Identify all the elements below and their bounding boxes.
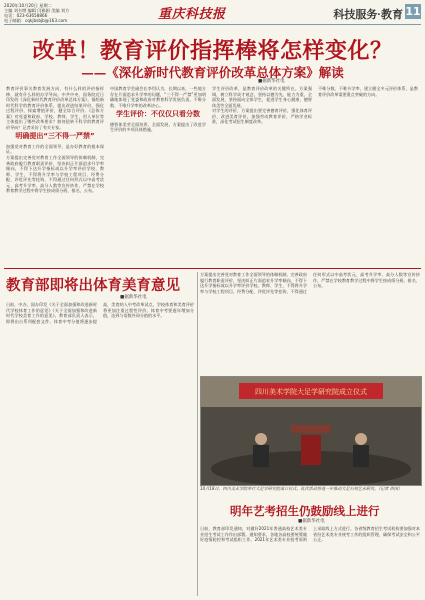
article-two-continued: 方案提出完善党对教育工作全面领导的体制机制，完善政府履行教育职责评价，坚决纠正片面追求升学率倾向，不得下达升学指标或以升学率评价学校、教师、学生，不得将升学率与学校工程项目、经费分配、评优评先等挂钩，不得通过任何形式以中高考状元、高考升学率、高分人数等宣传炒作，严禁在学校教育教学过程中将学生按成绩分班、排名、公布。 — [200, 272, 420, 294]
section-title: 科技服务·教育 — [333, 9, 403, 21]
main-paragraph-2: 方案提出完善党对教育工作全面领导的体制机制，完善政府履行教育职责评价，坚决纠正片面追求升学率倾向，不得下达升学指标或以升学率评价学校、教师、学生，不得将升学率与学校工程项目、经费分配、评优评先等挂钩，不得通过任何形式以中高考状元、高考升学率、高分人数等宣传炒作，严禁在学校教育教学过程中将学生按成绩分班、排名、公布。 — [6, 155, 104, 194]
email-line: 电子邮箱：cqkjbsbjb@163.com — [4, 18, 68, 23]
article-three-headline: 明年艺考招生仍鼓励线上进行 — [230, 504, 380, 518]
main-subtitle-1: 明确提出“三不得一严禁” — [15, 132, 95, 141]
main-paragraph-4: 德智体美劳全面培养、全面发展，方案提出了改进学生评价的多项具体措施。 — [110, 121, 206, 133]
header-rule — [4, 24, 421, 25]
section-divider — [4, 268, 421, 269]
article-two-byline: ■据新华社电 — [120, 295, 147, 300]
main-article-column-4 — [318, 86, 418, 264]
main-headline: 改革！教育评价指挥棒将怎样变化？ — [32, 38, 393, 64]
main-paragraph-7: 不唯分数、不唯升学率，建立健全多元评价体系，是教育评价改革需要重点突破的方向。 — [318, 86, 418, 97]
photo-credit: （记者 供图） — [378, 486, 403, 491]
article-three-body: 日前，教育部印发通知，对做好2021年普通高校艺术类专业招生考试工作作出部署。通知要求，各地各高校要统筹做好疫情防控和考试组织工作，2021年艺术类专业校考原则上采取线上方式进行。各省级教育招生考试机构要加强对本省份艺术类专业统考工作的组织管理，确保考试安全和公平公正。 — [200, 526, 420, 543]
main-subtitle-2: 学生评价：不仅仅只看分数 — [116, 110, 200, 119]
page-number: 11 — [405, 5, 421, 18]
main-article-column-1 — [6, 86, 104, 264]
main-paragraph-3: 中国教育学会副会长李烈认为，长期以来，一些地方存在片面追求升学率的问题，“三不得一严禁”更加明确地体现了党委和政府对教育科学发展负责，不唯分数、不唯升学率的改革决心。 — [110, 86, 206, 108]
article-two-headline: 教育部即将出体育美育意见 — [6, 277, 180, 294]
ceremony-photo-illustration — [201, 377, 421, 485]
article-two-body: 日前，中办、国办印发《关于全面加强和改进新时代学校体育工作的意见》《关于全面加强和改进新时代学校美育工作的意见》。教育部负责人表示，即将出台系列配套文件，体育中考分值将逐步提高，美育纳入中考改革试点，学校体育和美育评价将更加注重过程性评价。体育中考要逐年增加分值，达到与语数外同分值的水平。 — [6, 302, 194, 324]
news-photo — [200, 376, 422, 486]
main-article-column-3 — [212, 86, 312, 264]
phone-line: 电话：023-63658866 — [4, 13, 48, 18]
editor-line: 主编 刘书增 编辑 闫雅娟 美编 刘方 — [4, 8, 70, 13]
photo-caption — [200, 486, 420, 492]
main-lead-paragraph: 教育评价事关教育发展方向，有什么样的评价指挥棒，就有什么样的办学导向。中共中央、国务院近日印发的《深化新时代教育评价改革总体方案》，描绘新时代科学的教育评价体系，提出改进结果评价，强化过程评价，探索增值评价，健全综合评价。《总体方案》对党委和政府、学校、教师、学生、用人单位等主体提出了哪些改革要求？如何扭转不科学的教育评价导向？记者采访了有关专家。 — [6, 86, 104, 130]
main-paragraph-5: 学生评价改革，是教育评价改革的关键所在。方案强调，树立科学成才观念，坚持以德为先、能力为重、全面发展，坚持面向全体学生，促进学生身心健康、德智体美劳全面发展。 — [212, 86, 312, 108]
masthead: 重庆科技报 — [158, 7, 226, 22]
main-paragraph-6: 对学生的评价，方案提出要完善德育评价，强化体育评价，改进美育评价，加强劳动教育评价，严格学业标准，深化考试招生制度改革。 — [212, 108, 312, 125]
main-paragraph-1: 加强党对教育工作的全面领导，是办好教育的根本保证。 — [6, 143, 104, 155]
issue-date: 2020年10月20日 星期二 — [4, 3, 52, 8]
article-three-byline: ■据新华社电 — [298, 519, 325, 524]
main-byline: ■据新华社电 — [258, 79, 285, 84]
photo-caption-text: 10月18日，四川美术学院举行大足学研究院成立仪式。此次活动将进一步推动大足石刻艺术研究。 — [200, 486, 379, 491]
photo-sign-text: 四川美术学院大足学研究院成立仪式 — [255, 388, 367, 396]
column-divider — [197, 272, 198, 596]
main-subhead: ——《深化新时代教育评价改革总体方案》解读 — [81, 65, 344, 80]
main-article-column-2 — [110, 86, 206, 264]
